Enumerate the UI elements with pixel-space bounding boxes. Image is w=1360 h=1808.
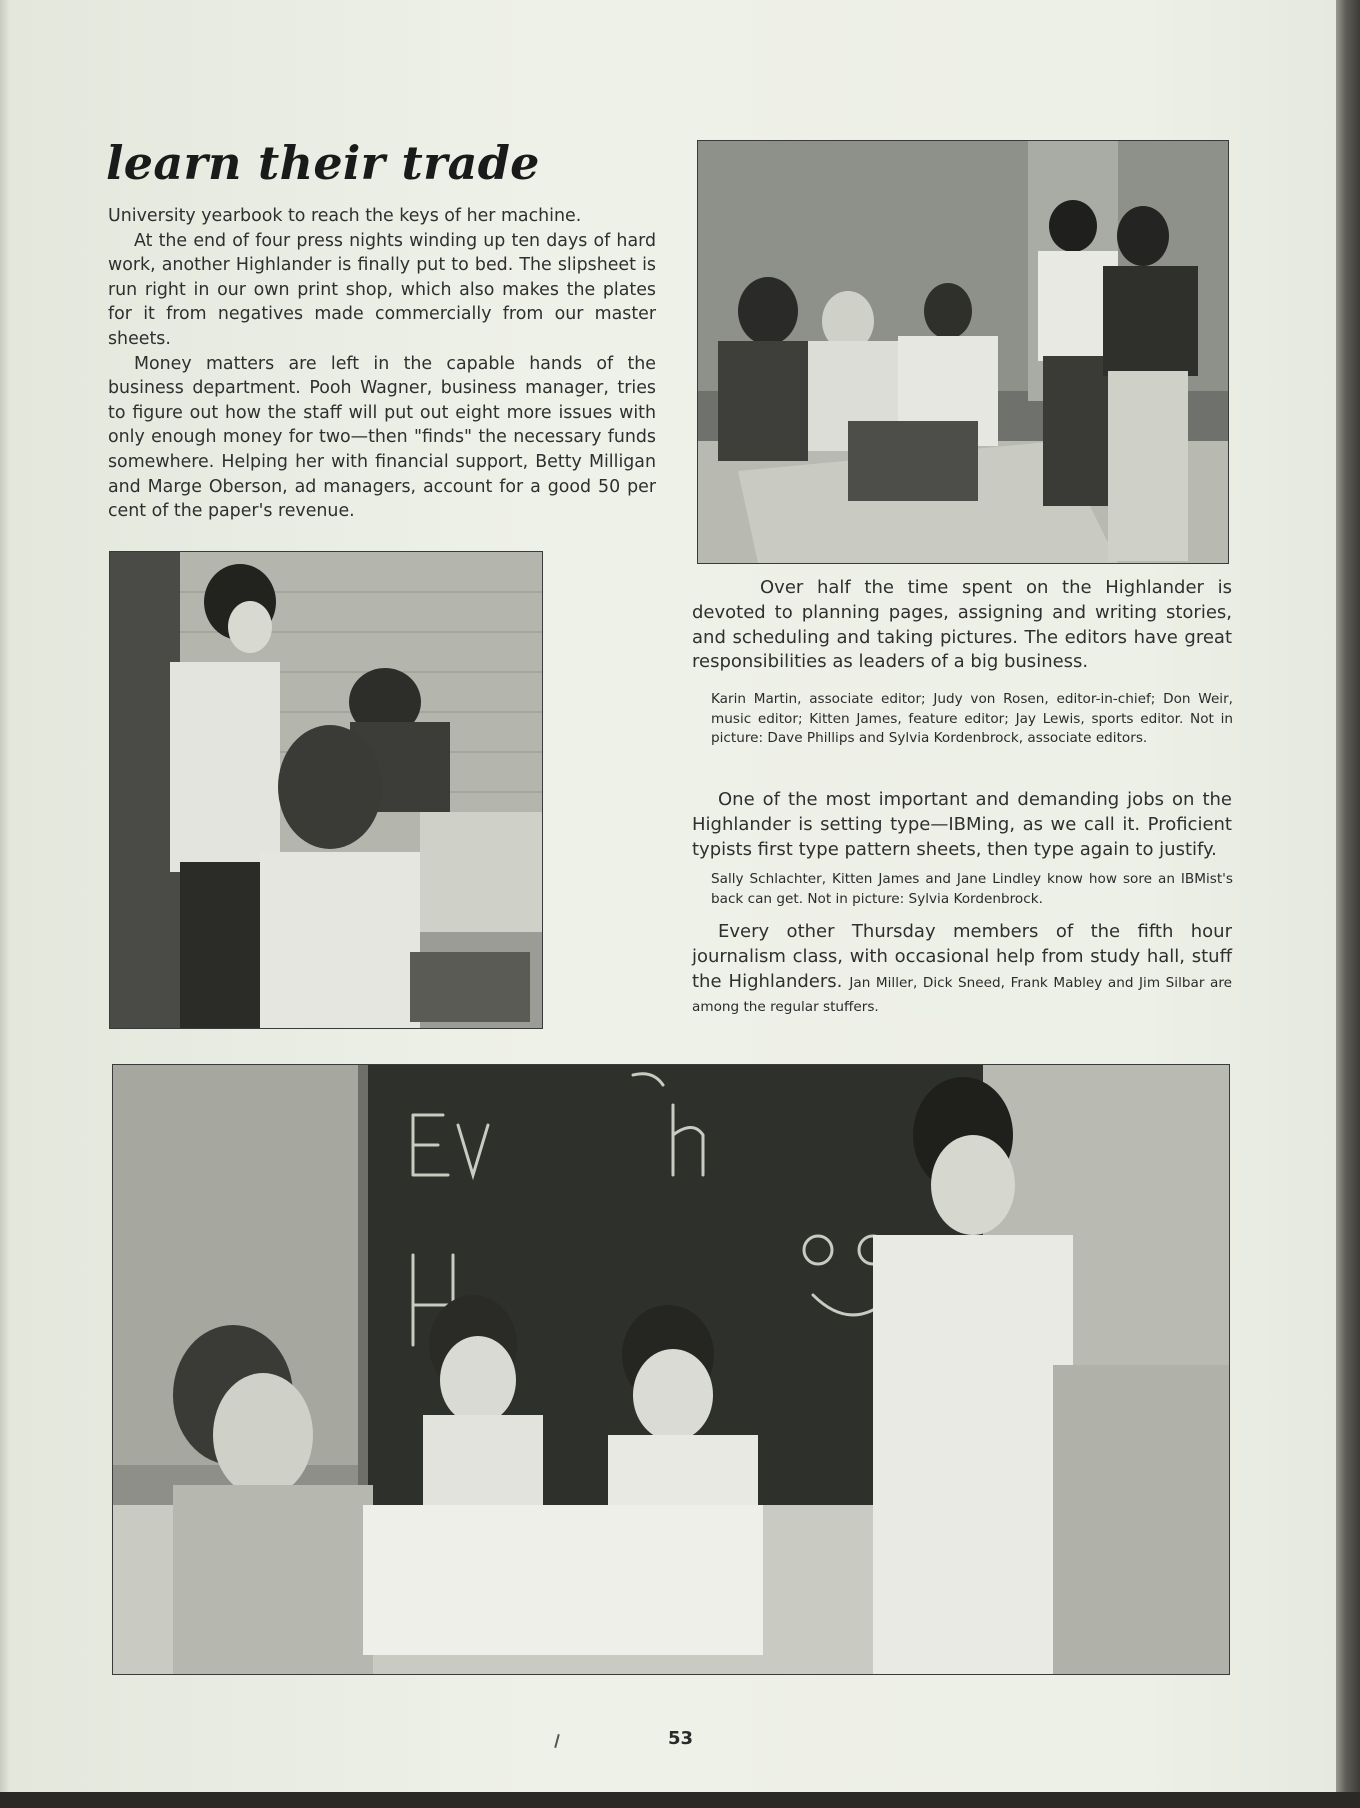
- typing-caption: Sally Schlachter, Kitten James and Jane Lindley know how sore an IBMist's back can get. Not in picture: Sylvia Kordenbrock.: [711, 871, 1233, 907]
- editors-photo-image: [698, 141, 1228, 563]
- typing-caption-block: [711, 870, 1233, 909]
- typing-text-block: [692, 788, 1232, 862]
- left-paragraph-1: University yearbook to reach the keys of her machine.: [108, 206, 582, 226]
- editors-caption-block: [711, 690, 1233, 749]
- bottom-band: [0, 1792, 1360, 1808]
- editors-caption: Karin Martin, associate editor; Judy von Rosen, editor-in-chief; Don Weir, music editor; Kitten James, feature editor; Jay Lewis, sports editor. Not in picture: Dave Phillips and Sylvia Kordenbrock, associate editors.: [711, 691, 1233, 746]
- editors-photo: [697, 140, 1229, 564]
- typists-photo-image: [110, 552, 542, 1028]
- left-paragraph-2: At the end of four press nights winding up ten days of hard work, another Highlander is finally put to bed. The slipsheet is run right in our own print shop, which also makes the plates for it from negatives made commercially from our master sheets.: [108, 230, 656, 349]
- stuffers-photo: [112, 1064, 1230, 1675]
- editors-text: Over half the time spent on the Highlander is devoted to planning pages, assigning and writing stories, and scheduling and taking pictures. The editors have great responsibilities as leaders of a big business.: [692, 577, 1232, 673]
- page-headline: learn their trade: [106, 136, 540, 190]
- left-body-column: [108, 204, 656, 524]
- margin-mark: [554, 1734, 560, 1748]
- page-number: 53: [668, 1728, 694, 1749]
- typing-text: One of the most important and demanding jobs on the Highlander is setting type—IBMing, as we call it. Proficient typists first type pattern sheets, then type again to justify.: [692, 789, 1232, 860]
- editors-text-block: [692, 576, 1232, 675]
- page-edge: [1336, 0, 1360, 1808]
- stuffing-text: Every other Thursday members of the fifth hour journalism class, with occasional help from study hall, stuff the Highlanders.: [692, 921, 1232, 992]
- left-paragraph-3: Money matters are left in the capable hands of the business department. Pooh Wagner, business manager, tries to figure out how the staff will put out eight more issues with only enough money for two—then "finds" the necessary funds somewhere. Helping her with financial support, Betty Milligan and Marge Oberson, ad managers, account for a good 50 per cent of the paper's revenue.: [108, 353, 656, 522]
- stuffing-paragraph: [692, 920, 1232, 1019]
- stuffers-photo-image: [113, 1065, 1229, 1674]
- typists-photo: [109, 551, 543, 1029]
- stuffing-text-block: [692, 920, 1232, 1019]
- stuffing-caption: Jan Miller, Dick Sneed, Frank Mabley and Jim Silbar are among the regular stuffers.: [692, 974, 1232, 1016]
- binding-shadow: [0, 0, 10, 1808]
